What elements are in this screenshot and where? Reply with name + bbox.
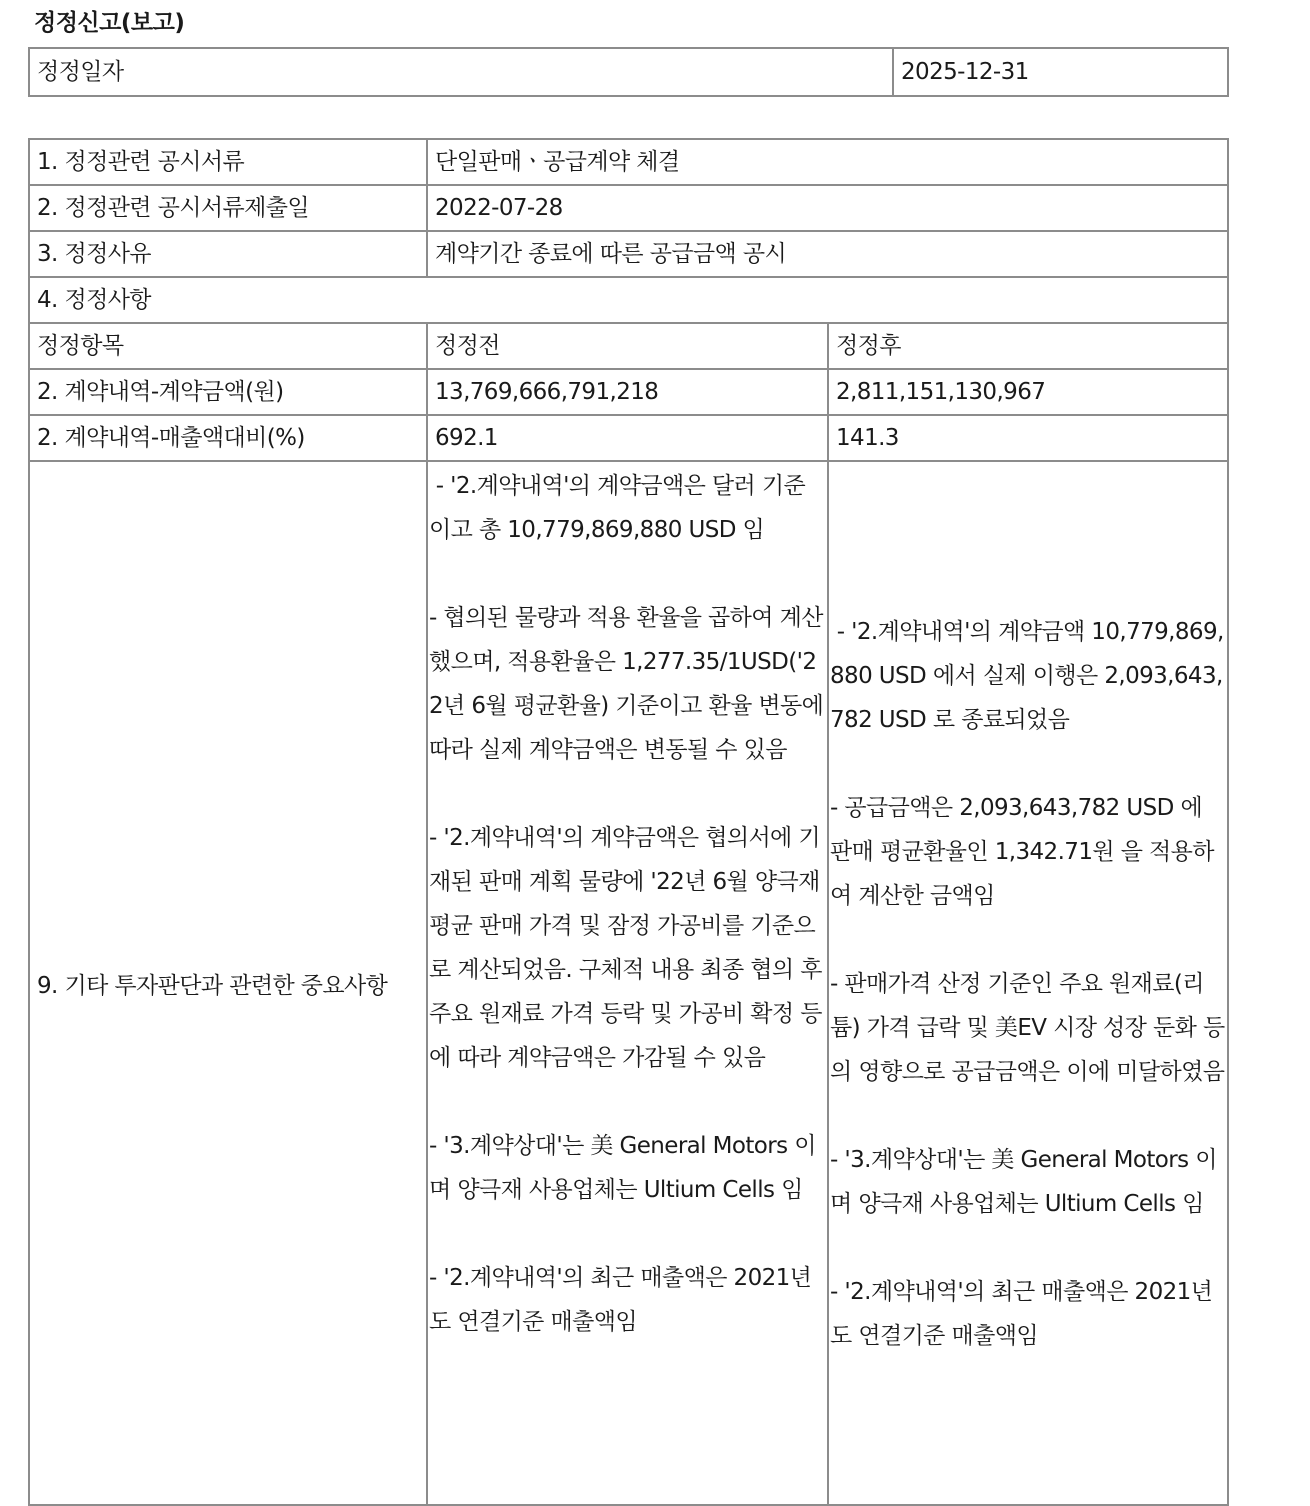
correction-date-row xyxy=(29,48,1228,96)
column-header-row xyxy=(29,323,1228,369)
notes-after-text: - '2.계약내역'의 계약금액 10,779,869,880 USD 에서 실제 이행은 2,093,643,782 USD 로 종료되었음 - 공급금액은 2,093,643,782 USD 에 판매 평균환율인 1,342.71원 을 적용하여 계산한 금액임 - 판매가격 산정 기준인 주요 원재료(리튬) 가격 급락 및 美EV 시장 성장 둔화 등의 영향으로 공급금액은 이에 미달하였음 - '3.계약상대'는 美 General Motors 이며 양극재 사용업체는 Ultium Cells 임 - '2.계약내역'의 최근 매출액은 2021년도 연결기준 매출액임 xyxy=(828,461,1228,1505)
correction-detail-table xyxy=(28,138,1229,1506)
row-label: 1. 정정관련 공시서류 xyxy=(29,139,427,185)
item-label: 2. 계약내역-계약금액(원) xyxy=(29,369,427,415)
notes-item-label: 9. 기타 투자판단과 관련한 중요사항 xyxy=(29,461,427,1505)
row-label: 3. 정정사유 xyxy=(29,231,427,277)
notes-row xyxy=(29,461,1228,1505)
section-header-row xyxy=(29,277,1228,323)
item-before-value: 13,769,666,791,218 xyxy=(427,369,828,415)
column-header-before: 정정전 xyxy=(427,323,828,369)
section-4-label: 4. 정정사항 xyxy=(29,277,1228,323)
row-value: 2022-07-28 xyxy=(427,185,1228,231)
table-row xyxy=(29,185,1228,231)
column-header-item: 정정항목 xyxy=(29,323,427,369)
row-label: 2. 정정관련 공시서류제출일 xyxy=(29,185,427,231)
table-row xyxy=(29,139,1228,185)
table-row xyxy=(29,369,1228,415)
table-row xyxy=(29,415,1228,461)
item-label: 2. 계약내역-매출액대비(%) xyxy=(29,415,427,461)
item-after-value: 141.3 xyxy=(828,415,1228,461)
table-row xyxy=(29,231,1228,277)
item-before-value: 692.1 xyxy=(427,415,828,461)
item-after-value: 2,811,151,130,967 xyxy=(828,369,1228,415)
column-header-after: 정정후 xyxy=(828,323,1228,369)
row-value: 단일판매ㆍ공급계약 체결 xyxy=(427,139,1228,185)
correction-date-label: 정정일자 xyxy=(29,48,893,96)
correction-date-value: 2025-12-31 xyxy=(893,48,1228,96)
correction-date-table xyxy=(28,47,1229,97)
page-title: 정정신고(보고) xyxy=(34,10,185,36)
row-value: 계약기간 종료에 따른 공급금액 공시 xyxy=(427,231,1228,277)
notes-before-text: - '2.계약내역'의 계약금액은 달러 기준이고 총 10,779,869,880 USD 임 - 협의된 물량과 적용 환율을 곱하여 계산했으며, 적용환율은 1,277.35/1USD('22년 6월 평균환율) 기준이고 환율 변동에 따라 실제 계약금액은 변동될 수 있음 - '2.계약내역'의 계약금액은 협의서에 기재된 판매 계획 물량에 '22년 6월 양극재 평균 판매 가격 및 잠정 가공비를 기준으로 계산되었음. 구체적 내용 최종 협의 후 주요 원재료 가격 등락 및 가공비 확정 등에 따라 계약금액은 가감될 수 있음 - '3.계약상대'는 美 General Motors 이며 양극재 사용업체는 Ultium Cells 임 - '2.계약내역'의 최근 매출액은 2021년도 연결기준 매출액임 xyxy=(427,461,828,1505)
